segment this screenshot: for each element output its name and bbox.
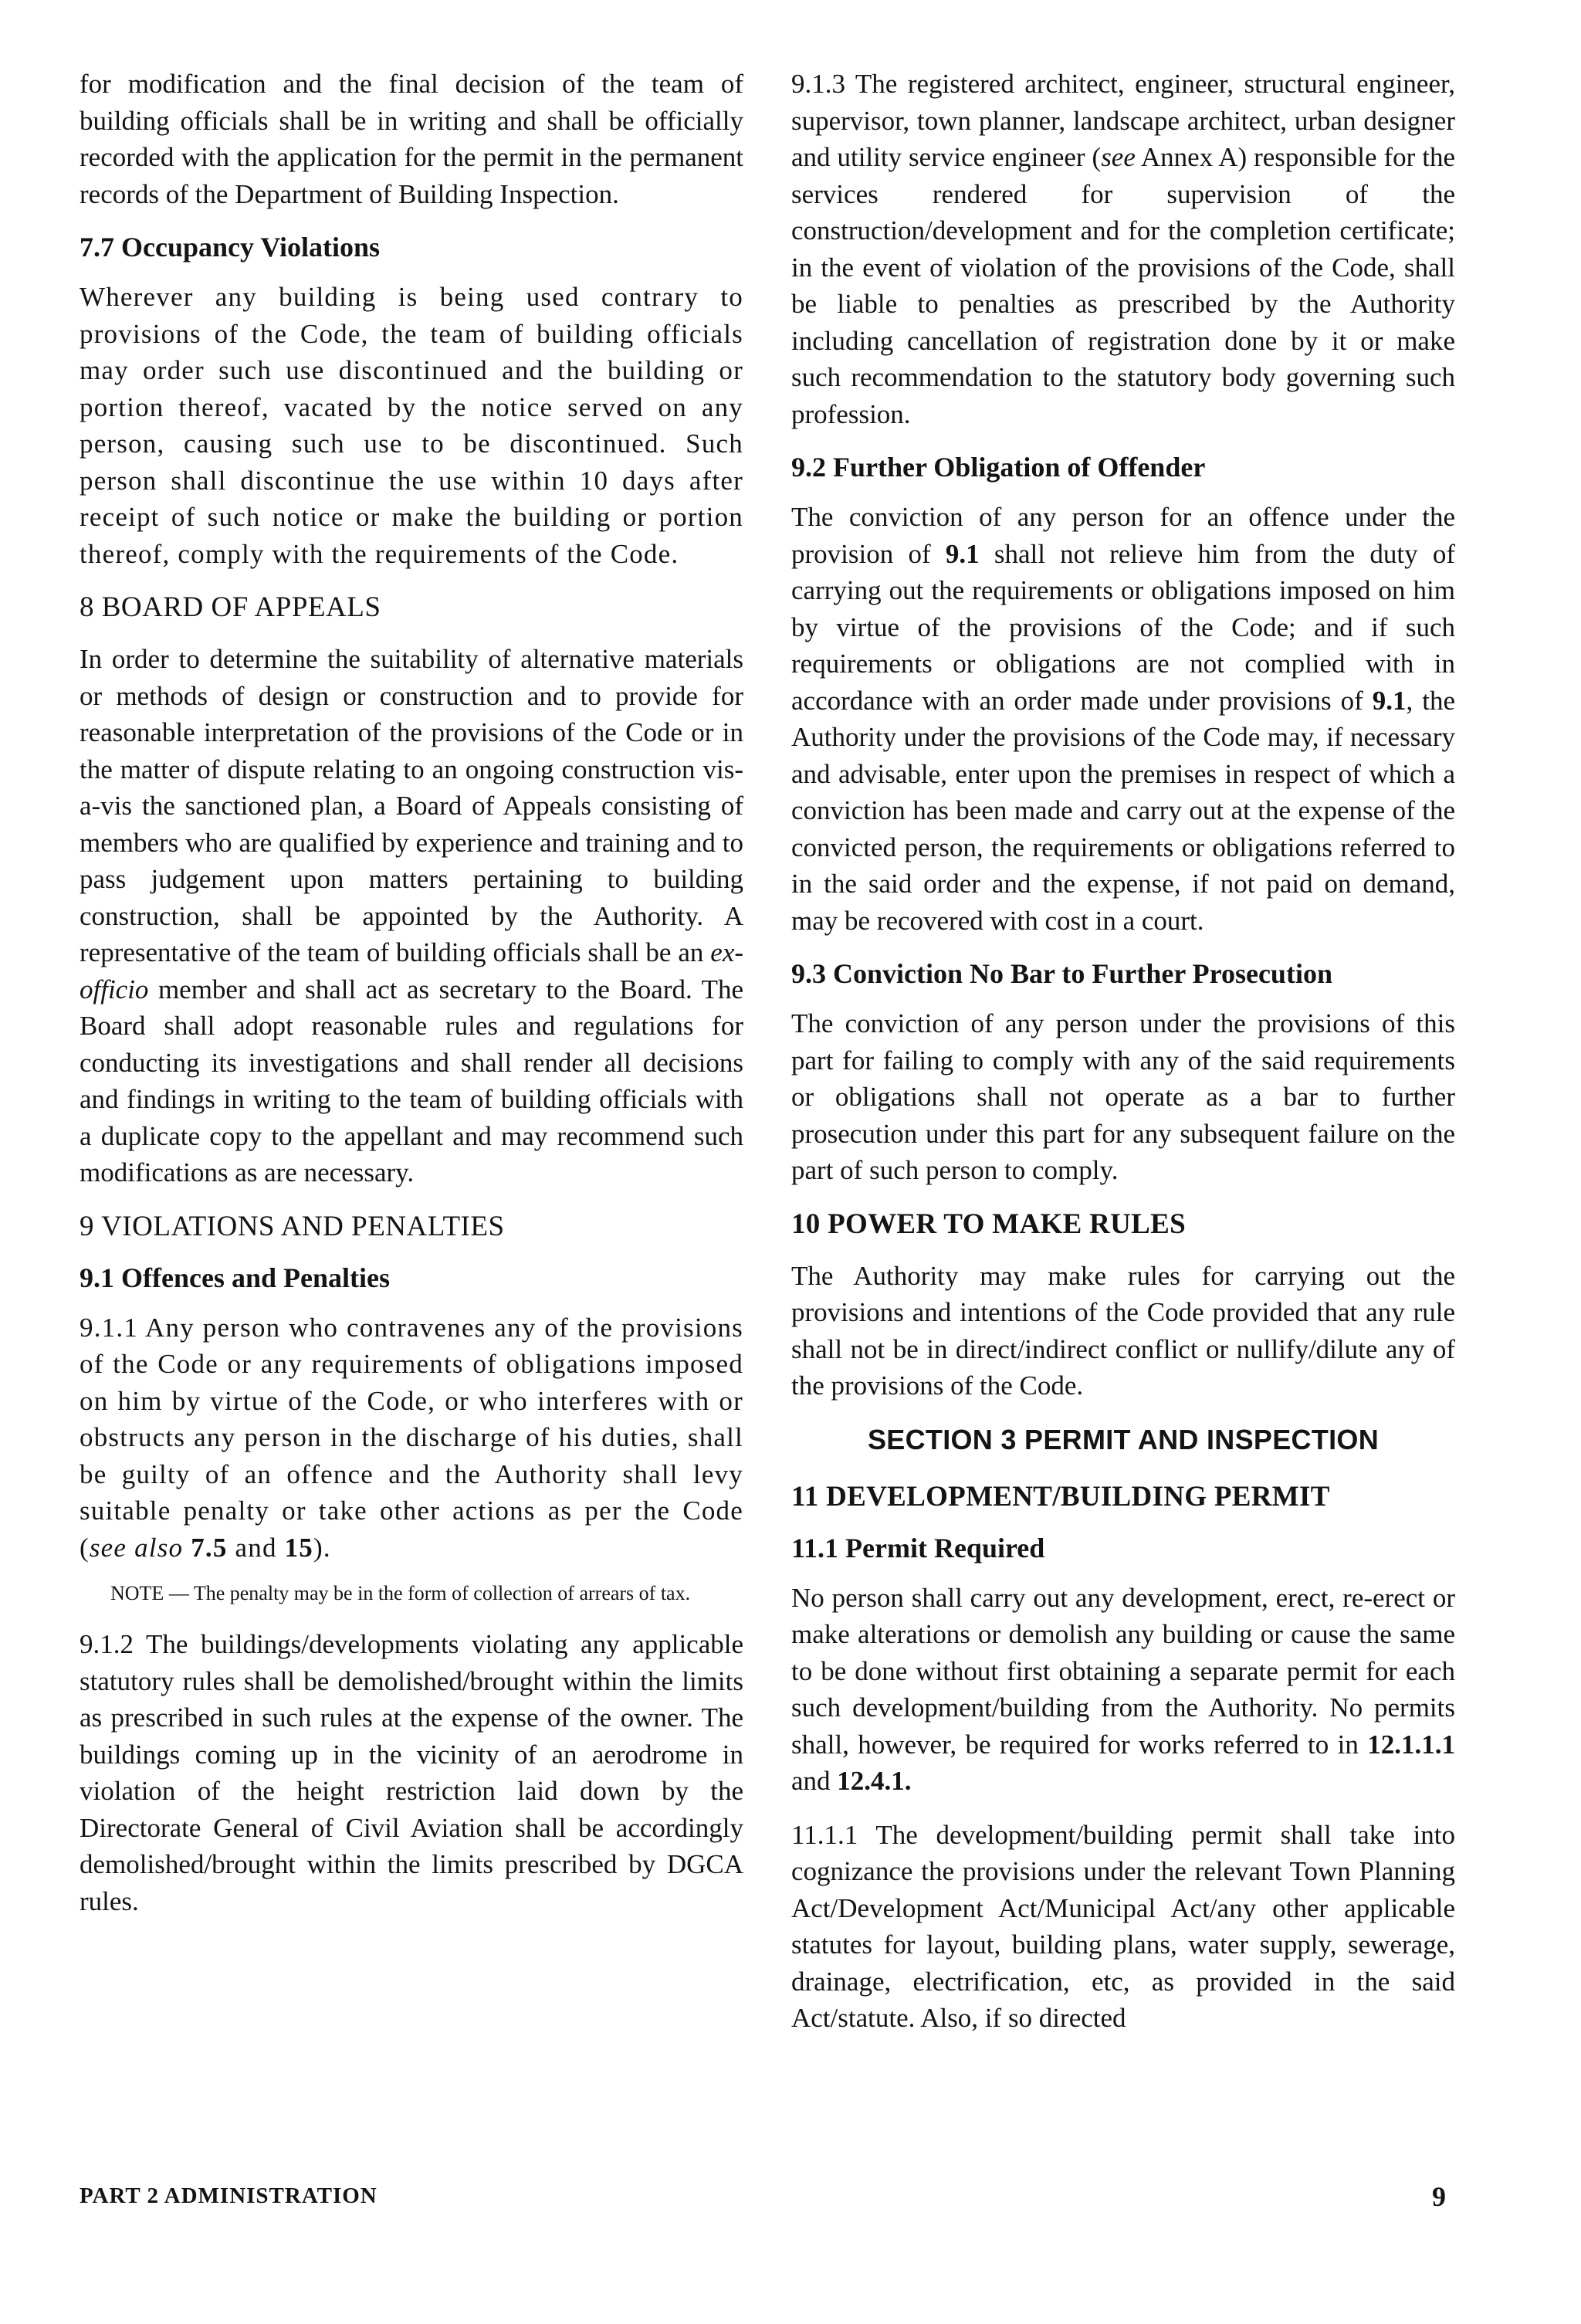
paragraph-9-1-2-text: The buildings/developments violating any applicable statutory rules shall be demolished/brought within the limits as prescribed in such rules at the expense of the owner. The buildings coming up in the vicinity of an aerodrome in violation of the height restriction laid down by the Directorate General of Civil Aviation shall be accordingly demolished/brought within the limits prescribed by DGCA rules.	[80, 1629, 744, 1916]
right-column	[791, 66, 1455, 2054]
paragraph-9-2-text-c: , the Authority under the provisions of the Code may, if necessary and advisable, enter upon the premises in respect of which a conviction has been made and carry out at the expense of the convicted person, the requirements or obligations referred to in the said order and the expense, if not paid on demand, may be recovered with cost in a court.	[791, 685, 1456, 936]
note-9-1-1: NOTE — The penalty may be in the form of collection of arrears of tax.	[110, 1582, 691, 1604]
paragraph-7-6-continuation: for modification and the final decision of the team of building officials shall be in writing and shall be officially recorded with the application for the permit in the permanent records of the Department of Building Inspection.	[80, 69, 743, 209]
heading-9: 9 VIOLATIONS AND PENALTIES	[80, 1210, 505, 1242]
paragraph-9-1-3	[791, 66, 1455, 432]
clause-number-9-1-1: 9.1.1	[80, 1312, 138, 1343]
ref-and-2: and	[791, 1766, 831, 1796]
paragraph-8-text-a: In order to determine the suitability of alternative materials or methods of design or construction and to provide for reasonable interpretation of the provisions of the Code or in the matter of dispute relating to an ongoing construction vis-a-vis the sanctioned plan, a Board of Appeals consisting of members who are qualified by experience and training and to pass judgement upon matters pertaining to building construction, shall be appointed by the Authority. A representative of the team of building officials shall be an	[80, 644, 743, 967]
ref-12-1-1-1: 12.1.1.1	[1367, 1729, 1455, 1760]
heading-9-2: 9.2 Further Obligation of Offender	[791, 452, 1206, 483]
clause-number-9-1-3: 9.1.3	[791, 69, 845, 99]
paragraph-10: The Authority may make rules for carrying out the provisions and intentions of the Code provided that any rule shall not be in direct/indirect conflict or nullify/dilute any of the provisions of the Code.	[791, 1260, 1455, 1401]
heading-11: 11 DEVELOPMENT/BUILDING PERMIT	[791, 1480, 1330, 1513]
ref-15: 15	[284, 1532, 314, 1563]
paragraph-7-7: Wherever any building is being used contrary to provisions of the Code, the team of building officials may order such use discontinued and the building or portion thereof, vacated by the notice served on any person, causing such use to be discontinued. Such person shall discontinue the use within 10 days after receipt of such notice or make the building or portion thereof, comply with the requirements of the Code.	[80, 282, 743, 569]
paragraph-9-2	[791, 499, 1455, 939]
heading-9-1: 9.1 Offences and Penalties	[80, 1262, 390, 1293]
ref-7-5: 7.5	[191, 1532, 228, 1563]
ref-9-1-b: 9.1	[1372, 685, 1407, 716]
ref-9-1-a: 9.1	[945, 538, 980, 569]
ref-and: and	[235, 1532, 277, 1563]
heading-11-1: 11.1 Permit Required	[791, 1532, 1045, 1563]
paragraph-11-1-1-text: The development/building permit shall take into cognizance the provisions under the relevant Town Planning Act/Development Act/Municipal Act/any other applicable statutes for layout, building plans, water supply, sewerage, drainage, electrification, etc, as provided in the said Act/statute. Also, if so directed	[791, 1819, 1455, 2033]
paragraph-11-1	[791, 1580, 1455, 1800]
ex-officio-term: ex-officio	[80, 937, 744, 1004]
paragraph-8	[80, 641, 743, 1191]
paragraph-9-1-1-text: Any person who contravenes any of the provisions of the Code or any requirements of obligations imposed on him by virtue of the Code, or who interferes with or obstructs any person in the discharge of his duties, shall be guilty of an offence and the Authority shall levy suitable penalty or take other actions as per the Code (	[80, 1312, 743, 1563]
see-ref: see	[1101, 142, 1136, 172]
ref-close: ).	[313, 1532, 331, 1563]
paragraph-11-1-text: No person shall carry out any development, erect, re-erect or make alterations or demolish any building or cause the same to be done without first obtaining a separate permit for each such development/building from the Authority. No permits shall, however, be required for works referred to in	[791, 1582, 1455, 1760]
page-number: 9	[1432, 2181, 1446, 2212]
ref-12-4-1: 12.4.1	[837, 1766, 905, 1796]
paragraph-9-1-1	[80, 1309, 743, 1567]
clause-number-9-1-2: 9.1.2	[80, 1629, 134, 1659]
paragraph-9-1-3-text-b: Annex A) responsible for the services rendered for supervision of the construction/development and for the completion certificate; in the event of violation of the provisions of the Code, shall be liable to penalties as prescribed by the Authority including cancellation of registration done by it or make such recommendation to the statutory body governing such profession.	[791, 142, 1455, 429]
paragraph-9-1-2	[80, 1626, 743, 1919]
clause-number-11-1-1: 11.1.1	[791, 1819, 858, 1850]
ref-end: .	[904, 1766, 912, 1796]
paragraph-9-2-text-b: shall not relieve him from the duty of carrying out the requirements or obligations imposed on him by virtue of the provisions of the Code; and if such requirements or obligations are not complied with in accordance with an order made under provisions of	[791, 538, 1456, 716]
heading-7-7: 7.7 Occupancy Violations	[80, 232, 381, 263]
paragraph-9-3: The conviction of any person under the provisions of this part for failing to comply with any of the said requirements or obligations shall not operate as a bar to further prosecution under this part for any subsequent failure on the part of such person to comply.	[791, 1008, 1455, 1185]
paragraph-9-1-3-text-a: The registered architect, engineer, structural engineer, supervisor, town planner, landscape architect, urban designer and utility service engineer (	[791, 69, 1456, 172]
footer-part-label: PART 2 ADMINISTRATION	[80, 2183, 377, 2208]
paragraph-8-text-b: member and shall act as secretary to the Board. The Board shall adopt reasonable rules and regulations for conducting its investigations and shall render all decisions and findings in writing to the team of building officials with a duplicate copy to the appellant and may recommend such modifications as are necessary.	[80, 974, 743, 1187]
paragraph-11-1-1	[791, 1817, 1455, 2037]
heading-8: 8 BOARD OF APPEALS	[80, 591, 381, 623]
left-column	[80, 66, 743, 1936]
see-also-ref: see also	[89, 1532, 184, 1563]
section-3-heading: SECTION 3 PERMIT AND INSPECTION	[867, 1423, 1380, 1455]
heading-10: 10 POWER TO MAKE RULES	[791, 1208, 1186, 1240]
paragraph-9-2-text-a: The conviction of any person for an offence under the provision of	[791, 502, 1455, 569]
heading-9-3: 9.3 Conviction No Bar to Further Prosecution	[791, 958, 1332, 989]
